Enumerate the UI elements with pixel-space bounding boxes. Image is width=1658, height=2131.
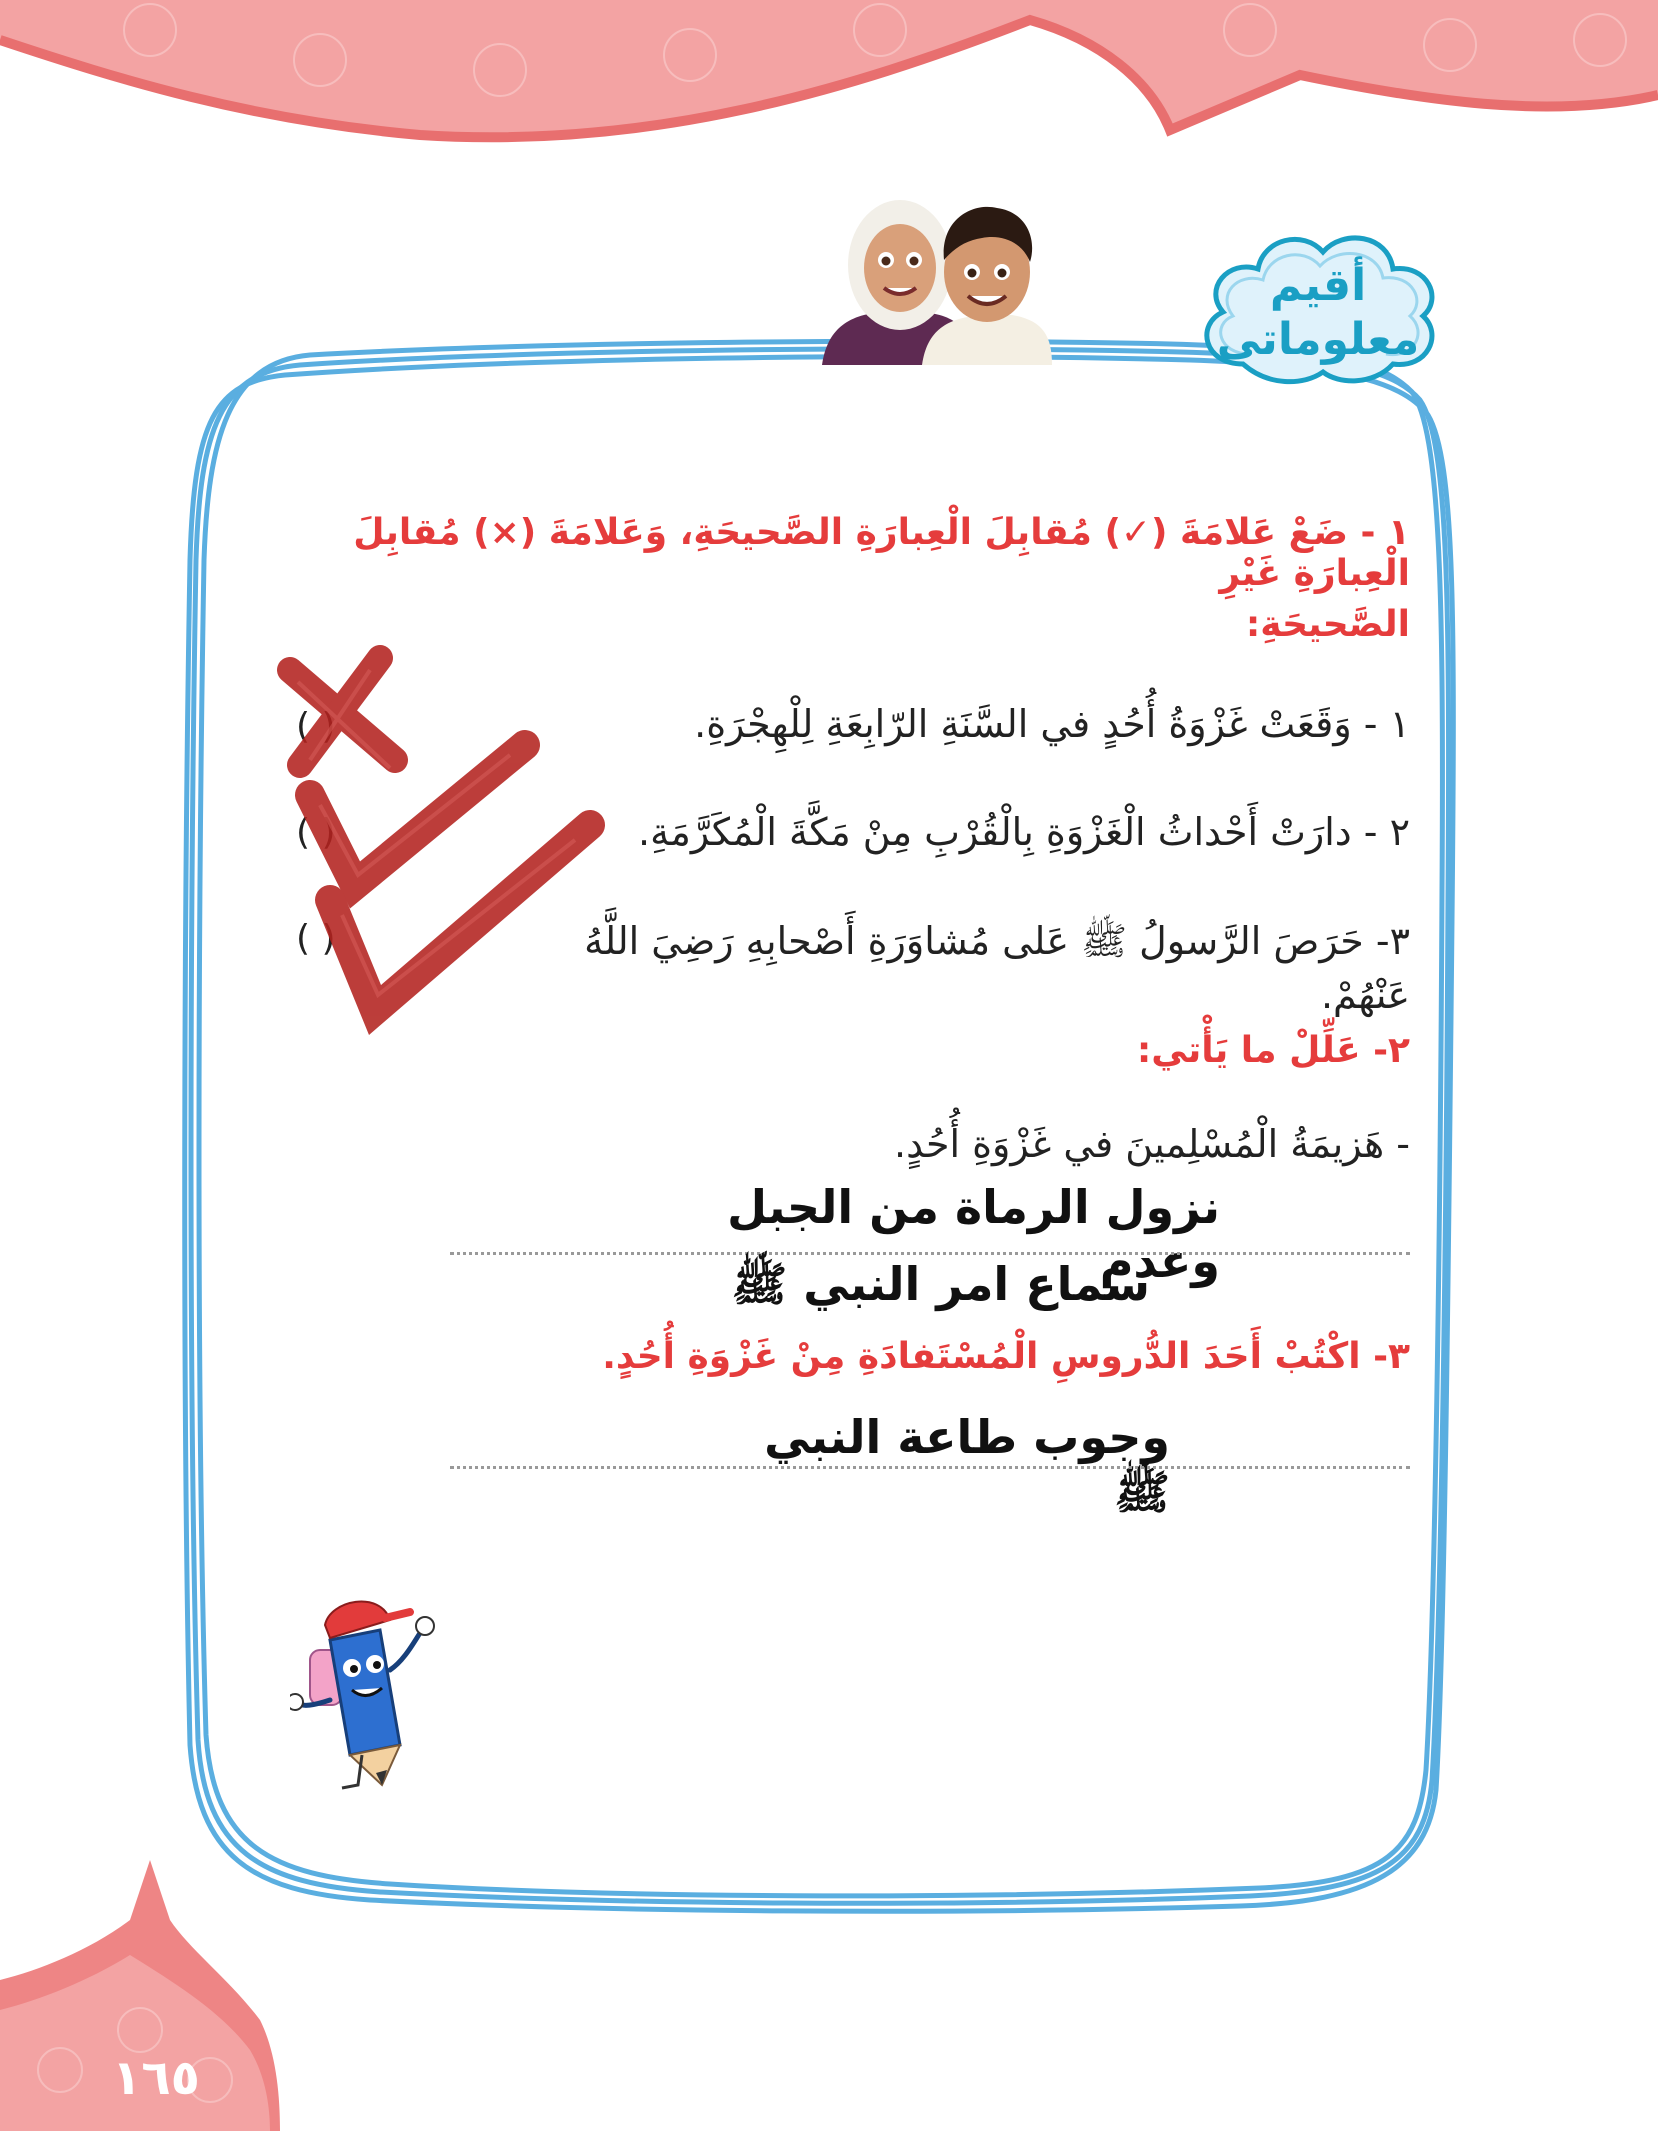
q1-statement-3: ٣- حَرَصَ الرَّسولُ ﷺ عَلى مُشاوَرَةِ أَصْحابِهِ رَضِيَ اللَّهُ عَنْهُمْ. [584, 919, 1410, 1017]
q2-title: ٢- عَلِّلْ ما يَأْتي: [1136, 1030, 1410, 1071]
badge-line-2: معلوماتي [1216, 314, 1420, 365]
q1-answer-paren-2[interactable]: ( ) [296, 812, 336, 853]
kids-illustration [822, 190, 1052, 365]
q1-answer-paren-3[interactable]: ( ) [296, 918, 336, 959]
q1-answer-paren-1[interactable]: ( ) [296, 706, 336, 747]
q3-title: ٣- اكْتُبْ أَحَدَ الدُّروسِ الْمُسْتَفادَةِ مِنْ غَزْوَةِ أُحُدٍ. [602, 1336, 1410, 1377]
check-mark-icon [310, 745, 525, 885]
badge-line-1: أقيم [1269, 260, 1367, 311]
page-number: ١٦٥ [112, 2050, 200, 2106]
q1-title-line-1: ١ - ضَعْ عَلامَةَ (✓) مُقابِلَ الْعِبارَةِ الصَّحيحَةِ، وَعَلامَةَ (×) مُقابِلَ الْعِبارَةِ غَيْرِ [353, 512, 1410, 594]
check-mark-icon [330, 825, 590, 1010]
q1-title-line-2: الصَّحيحَةِ: [1245, 604, 1410, 645]
q2-answer-line-1: نزول الرماة من الجبل وعدم [727, 1180, 1220, 1288]
q1-statement-1: ١ - وَقَعَتْ غَزْوَةُ أُحُدٍ في السَّنَةِ الرّابِعَةِ لِلْهِجْرَةِ. [694, 702, 1410, 746]
section-badge [1188, 214, 1448, 404]
handwritten-answer-marks [270, 640, 620, 1040]
q2-answer-line-2: سماع امر النبي ﷺ [731, 1257, 1150, 1311]
q2-answer-dotted-line [450, 1252, 1410, 1255]
q1-statement-2: ٢ - دارَتْ أَحْداثُ الْغَزْوَةِ بِالْقُرْبِ مِنْ مَكَّةَ الْمُكَرَّمَةِ. [638, 810, 1410, 854]
q2-prompt: - هَزيمَةُ الْمُسْلِمينَ في غَزْوَةِ أُحُدٍ. [894, 1122, 1410, 1166]
q3-answer-dotted-line [450, 1466, 1410, 1469]
pencil-mascot-icon [290, 1590, 450, 1800]
q3-answer: وجوب طاعة النبي ﷺ [764, 1410, 1170, 1519]
